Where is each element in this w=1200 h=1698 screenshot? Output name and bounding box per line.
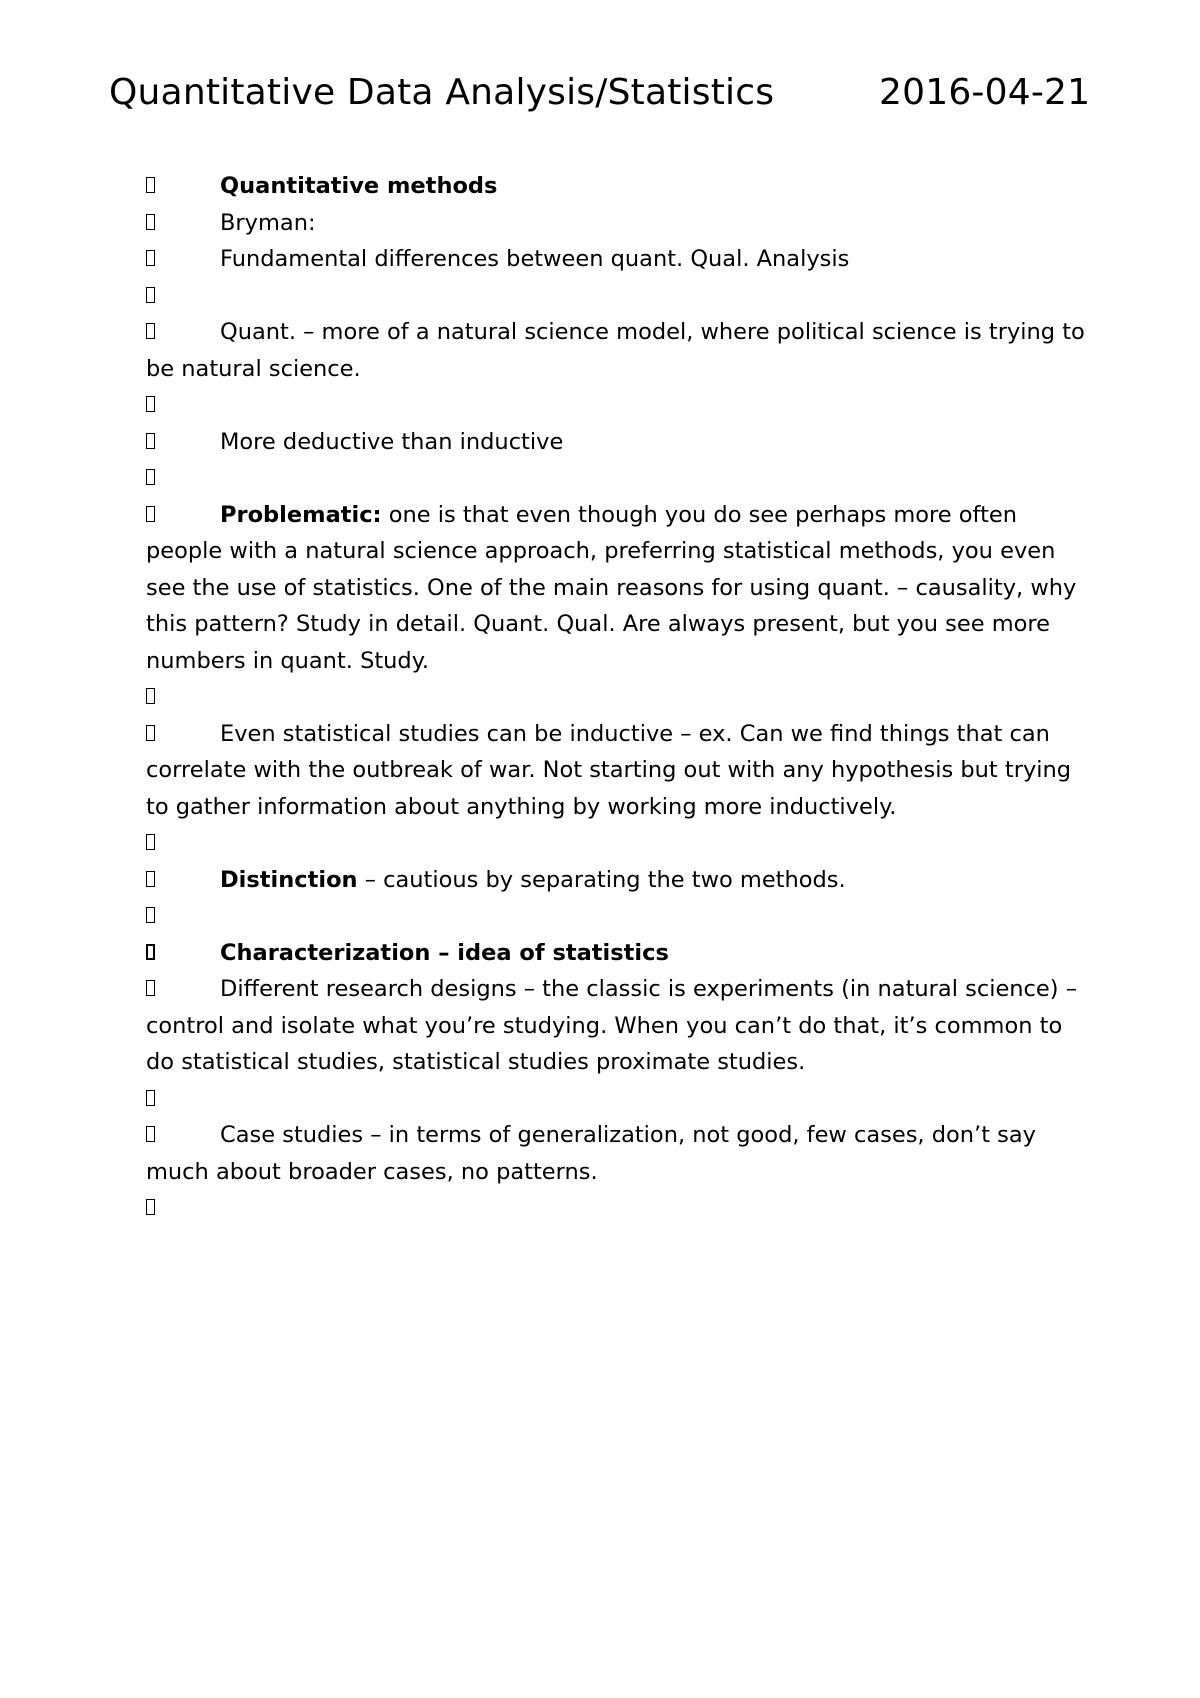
- page-title: Quantitative Data Analysis/Statistics: [109, 72, 775, 113]
- notes-list: [146, 168, 1086, 1227]
- note-item: [146, 205, 1086, 242]
- bullet-icon: [146, 214, 155, 230]
- note-heading: Distinction: [220, 866, 358, 893]
- note-item: [146, 424, 1086, 461]
- bullet-icon: [146, 433, 155, 449]
- note-text: – cautious by separating the two methods.: [357, 866, 846, 893]
- note-text: Different research designs – the classic is experiments (in natural science) – control and isolate what you’re studying. When you can’t do that, it’s common to do statistical studies, statistical studies proximate studies.: [146, 976, 1077, 1075]
- note-item: [146, 825, 1086, 862]
- note-text: Even statistical studies can be inductive – ex. Can we find things that can correlate with the outbreak of war. Not starting out with any hypothesis but trying to gather information about anything by working more inductively.: [146, 720, 1072, 820]
- note-text: Bryman:: [220, 209, 316, 236]
- note-item: [146, 497, 1086, 680]
- note-item: [146, 314, 1086, 387]
- bullet-icon: [146, 177, 155, 193]
- bullet-icon: [146, 506, 155, 522]
- bullet-icon: [146, 980, 155, 996]
- note-item: [146, 241, 1086, 278]
- note-item: [146, 716, 1086, 826]
- note-heading: Quantitative methods: [220, 173, 498, 199]
- note-item: [146, 278, 1086, 315]
- note-heading: Characterization – idea of statistics: [220, 939, 669, 966]
- note-item: [146, 679, 1086, 716]
- bullet-icon: [146, 725, 155, 741]
- bullet-icon: [146, 834, 155, 850]
- note-heading: Problematic:: [220, 501, 382, 528]
- bullet-icon: [146, 1199, 155, 1215]
- note-item: [146, 971, 1086, 1081]
- note-text: More deductive than inductive: [220, 428, 564, 455]
- bullet-icon: [146, 907, 155, 923]
- bullet-icon: [146, 1090, 155, 1106]
- note-item: [146, 387, 1086, 424]
- bullet-icon: [146, 396, 155, 412]
- page-date: 2016-04-21: [879, 72, 1091, 113]
- note-text: Fundamental differences between quant. Qual. Analysis: [220, 246, 850, 272]
- note-item: [146, 1190, 1086, 1227]
- bullet-icon: [146, 871, 155, 887]
- note-item: [146, 898, 1086, 935]
- note-text: one is that even though you do see perhaps more often people with a natural science approach, preferring statistical methods, you even see the use of statistics. One of the main reasons for using quant. – causality, why this pattern? Study in detail. Quant. Qual. Are always present, but you see more numbers in quant. Study.: [146, 501, 1077, 674]
- bullet-icon: [146, 688, 155, 704]
- note-item: [146, 168, 1086, 205]
- header: [109, 68, 1099, 118]
- note-item: [146, 1117, 1086, 1190]
- bullet-icon: [146, 323, 155, 339]
- bullet-icon: [146, 250, 155, 266]
- note-item: [146, 1081, 1086, 1118]
- note-item: [146, 460, 1086, 497]
- note-text: Quant. – more of a natural science model, where political science is trying to be natural science.: [146, 319, 1085, 382]
- note-item: [146, 935, 1086, 972]
- bullet-icon: [146, 944, 155, 960]
- note-item: [146, 862, 1086, 899]
- bullet-icon: [146, 469, 155, 485]
- bullet-icon: [146, 287, 155, 303]
- bullet-icon: [146, 1126, 155, 1142]
- note-text: Case studies – in terms of generalization, not good, few cases, don’t say much about broader cases, no patterns.: [146, 1122, 1036, 1185]
